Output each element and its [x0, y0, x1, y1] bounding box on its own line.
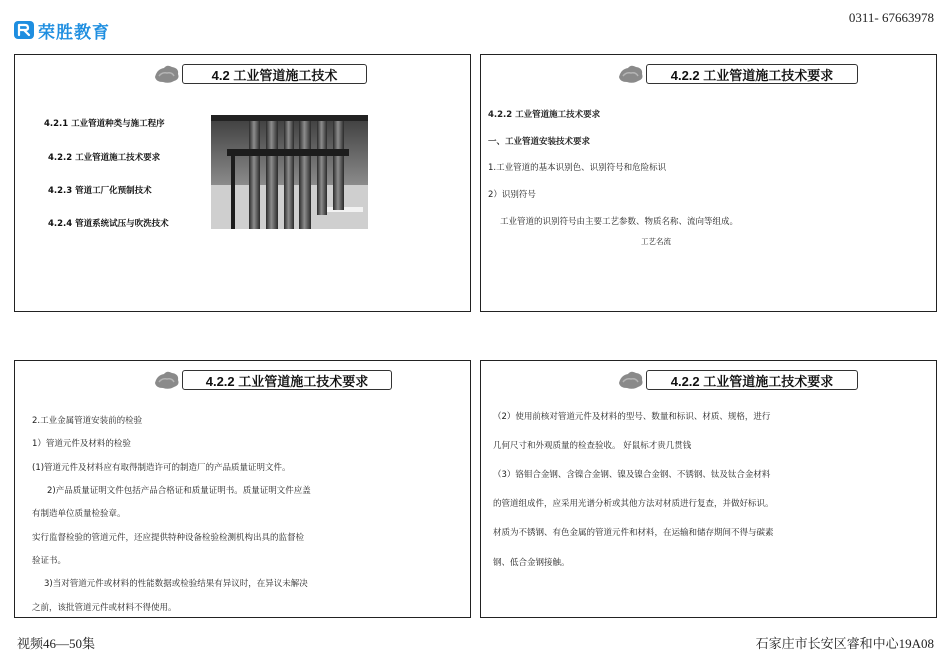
slide-3	[14, 360, 471, 618]
text-line: （3）铬钼合金钢、含镍合金钢、镍及镍合金钢、不锈钢、钛及钛合金材料	[493, 470, 771, 480]
text-line: 1）管道元件及材料的检验	[32, 439, 131, 449]
brand-logo	[13, 18, 110, 42]
text-line: 材质为不锈钢、有色金属的管道元件和材料，在运输和储存期间不得与碳素	[493, 528, 774, 538]
logo-icon	[13, 19, 35, 41]
ink-splash-icon	[153, 63, 181, 85]
slide-1	[14, 54, 471, 312]
text-line: 工艺名流	[641, 237, 671, 246]
slide-title: 4.2.2 工业管道施工技术要求	[182, 370, 392, 390]
slide-title: 4.2.2 工业管道施工技术要求	[646, 370, 858, 390]
slide-2	[480, 54, 937, 312]
text-line: 有制造单位质量检验章。	[32, 509, 126, 519]
text-line: 3)当对管道元件或材料的性能数据或检验结果有异议时，在异议未解决	[44, 579, 308, 589]
text-line: 的管道组成件，应采用光谱分析或其他方法对材质进行复查，并做好标识。	[493, 499, 774, 509]
toc-item-3[interactable]: 4.2.3 管道工厂化预制技术	[48, 186, 152, 196]
slide-title-bar	[15, 369, 470, 391]
slide-4	[480, 360, 937, 618]
ink-splash-icon	[617, 369, 645, 391]
text-line: 之前，该批管道元件或材料不得使用。	[32, 603, 177, 613]
text-line: 验证书。	[32, 556, 67, 566]
footer-video-range: 视频46—50集	[17, 636, 96, 651]
toc-item-4[interactable]: 4.2.4 管道系统试压与吹洗技术	[48, 219, 169, 229]
text-line: 2)产品质量证明文件包括产品合格证和质量证明书。质量证明文件应盖	[47, 486, 311, 496]
slide-title-bar	[15, 63, 470, 85]
text-line: 几何尺寸和外观质量的检查验收。 好鼠标才贵几贯钱	[493, 441, 692, 451]
text-line: 4.2.2 工业管道施工技术要求	[488, 110, 601, 120]
text-line: 2）识别符号	[488, 190, 536, 200]
slide-title: 4.2 工业管道施工技术	[182, 64, 367, 84]
text-line: 1.工业管道的基本识别色、识别符号和危险标识	[488, 163, 667, 173]
slide-title: 4.2.2 工业管道施工技术要求	[646, 64, 858, 84]
text-line: 实行监督检验的管道元件，还应提供特种设备检验检测机构出具的监督检	[32, 533, 305, 543]
slide-title-bar	[481, 369, 936, 391]
toc-item-1[interactable]: 4.2.1 工业管道种类与施工程序	[44, 119, 165, 129]
ink-splash-icon	[153, 369, 181, 391]
text-line: (1)管道元件及材料应有取得制造许可的制造厂的产品质量证明文件。	[32, 463, 291, 473]
slide-title-bar	[481, 63, 936, 85]
phone-number: 0311- 67663978	[848, 10, 934, 25]
text-line: 2.工业金属管道安装前的检验	[32, 416, 143, 426]
logo-text: 荣胜教育	[38, 22, 110, 43]
ink-splash-icon	[617, 63, 645, 85]
text-line: 一、工业管道安装技术要求	[488, 137, 591, 147]
toc-item-2[interactable]: 4.2.2 工业管道施工技术要求	[48, 153, 161, 163]
text-line: 工业管道的识别符号由主要工艺参数、物质名称、流向等组成。	[500, 217, 739, 227]
text-line: 钢、低合金钢接触。	[493, 558, 570, 568]
text-line: （2）使用前核对管道元件及材料的型号、数量和标识、材质、规格，进行	[493, 412, 771, 422]
footer-address: 石家庄市长安区睿和中心19A08	[755, 636, 934, 651]
industrial-pipes-photo	[211, 115, 368, 229]
